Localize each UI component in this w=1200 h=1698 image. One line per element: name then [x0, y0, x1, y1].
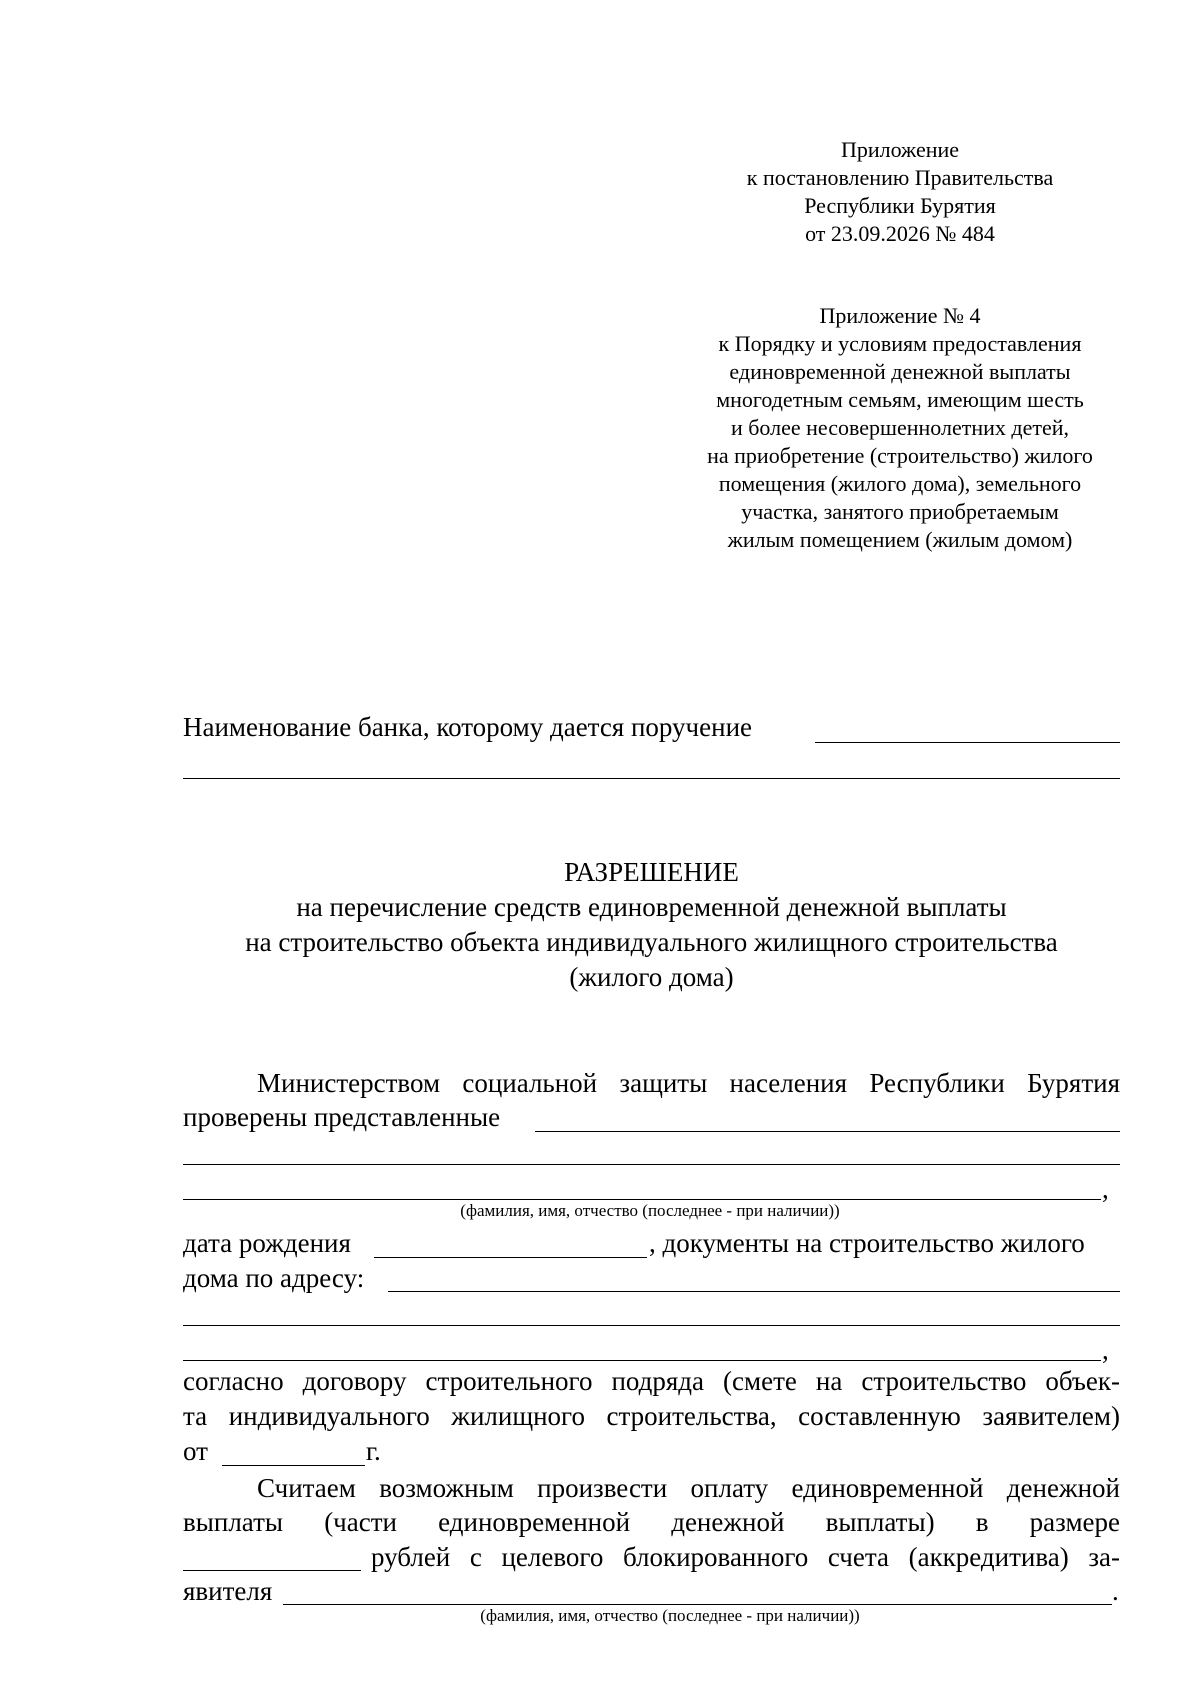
birth-date-field[interactable]: [374, 1257, 647, 1258]
appendix-4-header: [660, 302, 1140, 554]
title-line: (жилого дома): [569, 962, 734, 992]
applicant-field[interactable]: [283, 1604, 1112, 1605]
submitted-label: проверены представленные: [183, 1102, 501, 1132]
appendix-line: единовременной денежной выплаты: [729, 359, 1071, 384]
address-field-line3[interactable]: [183, 1360, 1101, 1361]
appendix-line: от 23.09.2026 № 484: [805, 221, 995, 246]
appendix-line: участка, занятого приобретаемым: [741, 499, 1059, 524]
documents-text: , документы на строительство жилого: [649, 1228, 1085, 1258]
birth-date-label: дата рождения: [183, 1228, 351, 1258]
fio-caption: (фамилия, имя, отчество (последнее - при наличии)): [460, 1201, 840, 1220]
document-title: [183, 855, 1120, 995]
appendix-line: жилым помещением (жилым домом): [727, 527, 1073, 552]
contract-date-field[interactable]: [222, 1465, 365, 1466]
appendix-header: [700, 136, 1100, 248]
payment-line: рублей с целевого блокированного счета (аккредитива) за-: [371, 1542, 1120, 1572]
submitted-field[interactable]: [535, 1131, 1120, 1132]
appendix-line: к Порядку и условиям предоставления: [718, 331, 1082, 356]
title-line: на перечисление средств единовременной денежной выплаты: [296, 892, 1007, 922]
payment-line: Считаем возможным произвести оплату единовременной денежной: [257, 1473, 1120, 1503]
bank-name-field-line2[interactable]: [183, 778, 1120, 779]
applicant-label: явителя: [183, 1576, 273, 1606]
contract-line: та индивидуального жилищного строительства, составленную заявителем): [183, 1401, 1120, 1431]
fio-caption: (фамилия, имя, отчество (последнее - при наличии)): [480, 1606, 860, 1625]
title-line: на строительство объекта индивидуального жилищного строительства: [245, 927, 1058, 957]
address-field[interactable]: [388, 1291, 1120, 1292]
appendix-line: и более несовершеннолетних детей,: [730, 415, 1070, 440]
submitted-field-line2[interactable]: [183, 1164, 1120, 1165]
address-field-line2[interactable]: [183, 1325, 1120, 1326]
bank-name-field[interactable]: [815, 742, 1120, 743]
comma: ,: [1102, 1335, 1109, 1365]
appendix-line: многодетным семьям, имеющим шесть: [716, 387, 1084, 412]
appendix-line: Приложение № 4: [819, 303, 981, 328]
appendix-line: Республики Бурятия: [804, 193, 996, 218]
contract-line: согласно договору строительного подряда (смете на строительство объек-: [183, 1366, 1120, 1396]
period: .: [1112, 1576, 1119, 1606]
comma: ,: [1102, 1174, 1109, 1204]
appendix-line: помещения (жилого дома), земельного: [718, 471, 1082, 496]
bank-name-label: Наименование банка, которому дается поручение: [183, 712, 753, 742]
appendix-line: на приобретение (строительство) жилого: [707, 443, 1093, 468]
address-label: дома по адресу:: [183, 1263, 365, 1293]
payment-line: выплаты (части единовременной денежной выплаты) в размере: [183, 1507, 1120, 1537]
year-suffix: г.: [366, 1436, 381, 1466]
appendix-line: Приложение: [840, 137, 960, 162]
fio-field[interactable]: [183, 1199, 1101, 1200]
ministry-line: Министерством социальной защиты населения Республики Бурятия: [257, 1068, 1120, 1098]
from-label: от: [183, 1436, 208, 1466]
title-heading: РАЗРЕШЕНИЕ: [564, 857, 739, 887]
amount-field[interactable]: [183, 1570, 361, 1571]
appendix-line: к постановлению Правительства: [746, 165, 1054, 190]
